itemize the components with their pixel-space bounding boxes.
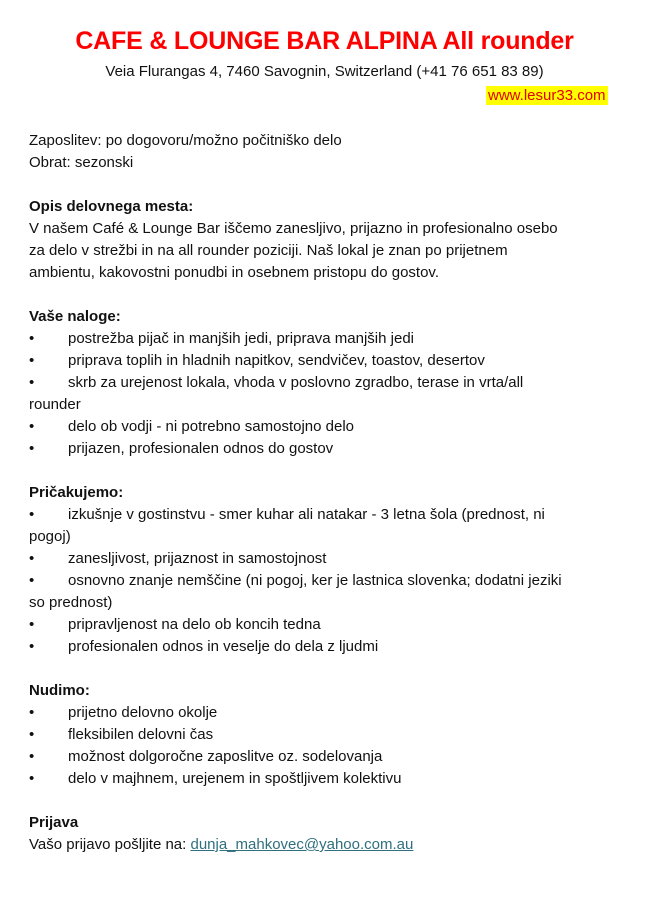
bullet-icon: •	[29, 440, 35, 457]
address-line: Veia Flurangas 4, 7460 Savognin, Switzerland (+41 76 651 83 89)	[105, 63, 544, 80]
offer-heading: Nudimo:	[29, 682, 90, 699]
list-item-text: možnost dolgoročne zaposlitve oz. sodelovanja	[68, 748, 383, 765]
offer-list	[29, 702, 629, 790]
list-item-text: profesionalen odnos in veselje do dela z ljudmi	[68, 638, 379, 655]
list-item-continuation: so prednost)	[29, 594, 113, 611]
list-item-text: delo v majhnem, urejenem in spoštljivem kolektivu	[68, 770, 402, 787]
bullet-icon: •	[29, 352, 35, 369]
list-item	[29, 504, 629, 526]
tasks-list	[29, 328, 629, 460]
bullet-icon: •	[29, 704, 35, 721]
description-line: ambientu, kakovostni ponudbi in osebnem pristopu do gostov.	[29, 264, 439, 281]
list-item-text: postrežba pijač in manjših jedi, priprava manjših jedi	[68, 330, 415, 347]
list-item	[29, 768, 629, 790]
list-item-text: skrb za urejenost lokala, vhoda v poslovno zgradbo, terase in vrta/all	[68, 374, 524, 391]
list-item	[29, 570, 629, 592]
list-item-text: osnovno znanje nemščine (ni pogoj, ker je lastnica slovenka; dodatni jeziki	[68, 572, 562, 589]
description-line: za delo v strežbi in na all rounder poziciji. Naš lokal je znan po prijetnem	[29, 242, 508, 259]
bullet-icon: •	[29, 572, 35, 589]
bullet-icon: •	[29, 748, 35, 765]
list-item-text: fleksibilen delovni čas	[68, 726, 214, 743]
operation-type: Obrat: sezonski	[29, 154, 134, 171]
list-item	[29, 614, 629, 636]
employment-type: Zaposlitev: po dogovoru/možno počitniško delo	[29, 132, 342, 149]
website-link[interactable]: www.lesur33.com	[488, 87, 606, 104]
list-item-continuation: rounder	[29, 396, 81, 413]
bullet-icon: •	[29, 550, 35, 567]
email-link[interactable]: dunja_mahkovec@yahoo.com.au	[190, 836, 414, 853]
list-item-text: delo ob vodji - ni potrebno samostojno delo	[68, 418, 355, 435]
list-item	[29, 372, 629, 394]
list-item-text: izkušnje v gostinstvu - smer kuhar ali natakar - 3 letna šola (prednost, ni	[68, 506, 545, 523]
application-line	[29, 834, 629, 856]
bullet-icon: •	[29, 506, 35, 523]
expectations-heading: Pričakujemo:	[29, 484, 124, 501]
list-item	[29, 548, 629, 570]
document-title: CAFE & LOUNGE BAR ALPINA All rounder	[75, 27, 574, 55]
list-item	[29, 350, 629, 372]
tasks-heading: Vaše naloge:	[29, 308, 121, 325]
document-body	[29, 130, 629, 856]
application-text: Vašo prijavo pošljite na:	[29, 836, 191, 853]
bullet-icon: •	[29, 770, 35, 787]
expectations-list	[29, 504, 629, 658]
list-item-text: priprava toplih in hladnih napitkov, sendvičev, toastov, desertov	[68, 352, 485, 369]
list-item	[29, 328, 629, 350]
bullet-icon: •	[29, 616, 35, 633]
application-heading: Prijava	[29, 814, 79, 831]
bullet-icon: •	[29, 418, 35, 435]
list-item	[29, 724, 629, 746]
list-item	[29, 636, 629, 658]
list-item	[29, 702, 629, 724]
bullet-icon: •	[29, 726, 35, 743]
list-item	[29, 746, 629, 768]
list-item-continuation: pogoj)	[29, 528, 71, 545]
list-item-text: pripravljenost na delo ob koncih tedna	[68, 616, 321, 633]
bullet-icon: •	[29, 638, 35, 655]
list-item	[29, 416, 629, 438]
bullet-icon: •	[29, 330, 35, 347]
list-item-text: prijazen, profesionalen odnos do gostov	[68, 440, 334, 457]
description-line: V našem Café & Lounge Bar iščemo zanesljivo, prijazno in profesionalno osebo	[29, 220, 558, 237]
list-item-text: zanesljivost, prijaznost in samostojnost	[68, 550, 327, 567]
list-item-text: prijetno delovno okolje	[68, 704, 218, 721]
list-item	[29, 438, 629, 460]
description-heading: Opis delovnega mesta:	[29, 198, 194, 215]
bullet-icon: •	[29, 374, 35, 391]
